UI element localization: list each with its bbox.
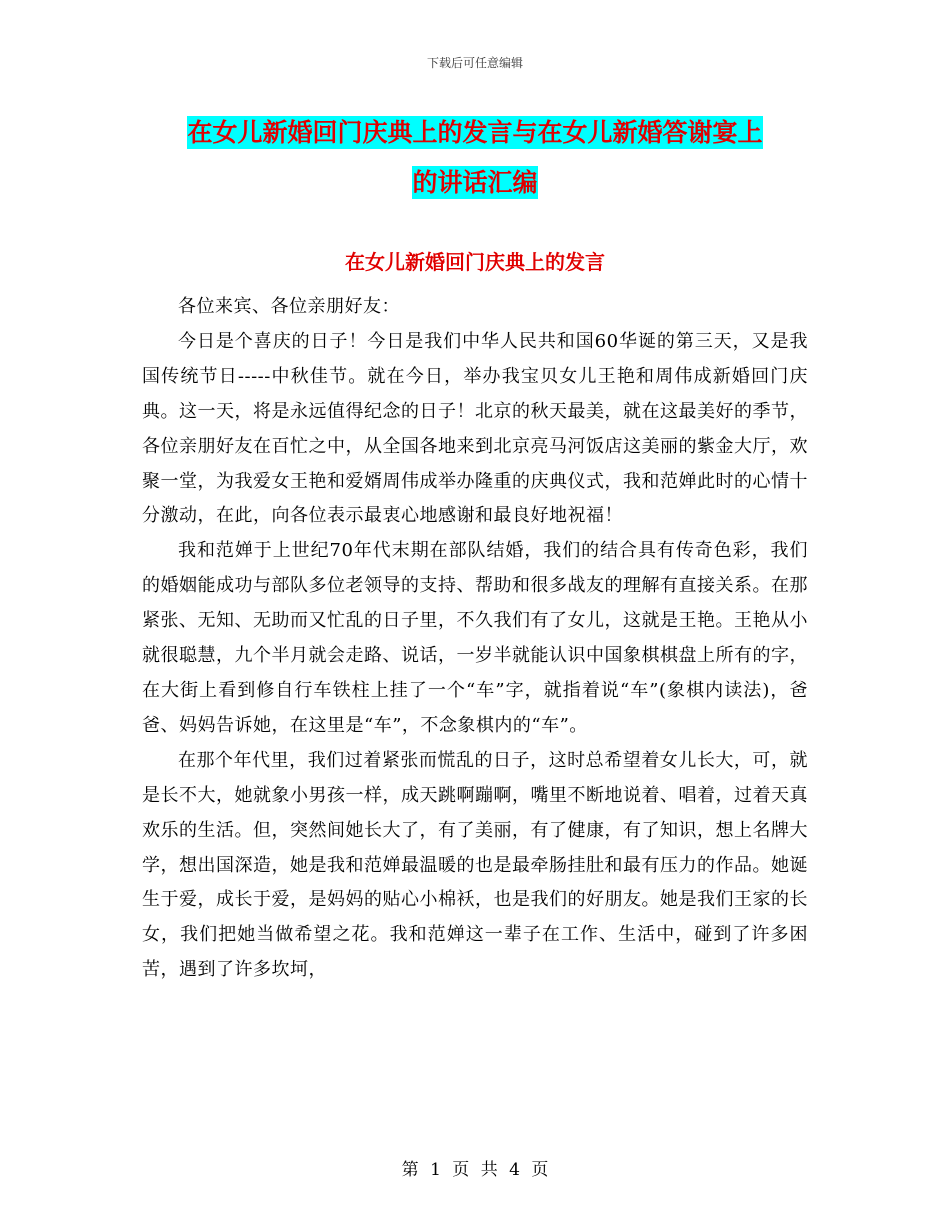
document-body <box>142 290 808 988</box>
section-title: 在女儿新婚回门庆典上的发言 <box>345 250 605 274</box>
header-note: 下载后可任意编辑 <box>426 56 523 70</box>
title-line-2: 的讲话汇编 <box>412 168 538 197</box>
paragraph: 我和范婵于上世纪70年代末期在部队结婚，我们的结合具有传奇色彩，我们的婚姻能成功与部队多位老领导的支持、帮助和很多战友的理解有直接关系。在那紧张、无知、无助而又忙乱的日子里，不久我们有了女儿，这就是王艳。王艳从小就很聪慧，九个半月就会走路、说话，一岁半就能认识中国象棋棋盘上所有的字，在大街上看到修自行车铁柱上挂了一个“车”字，就指着说“车”(象棋内读法)，爸爸、妈妈告诉她，在这里是“车”，不念象棋内的“车”。 <box>142 540 808 736</box>
title-line-1: 在女儿新婚回门庆典上的发言与在女儿新婚答谢宴上 <box>187 118 763 147</box>
paragraph: 今日是个喜庆的日子！今日是我们中华人民共和国60华诞的第三天，又是我国传统节日-----中秋佳节。就在今日，举办我宝贝女儿王艳和周伟成新婚回门庆典。这一天，将是永远值得纪念的日子！北京的秋天最美，就在这最美好的季节，各位亲朋好友在百忙之中，从全国各地来到北京亮马河饭店这美丽的紫金大厅，欢聚一堂，为我爱女王艳和爱婿周伟成举办隆重的庆典仪式，我和范婵此时的心情十分激动，在此，向各位表示最衷心地感谢和最良好地祝福！ <box>142 330 808 527</box>
paragraph: 在那个年代里，我们过着紧张而慌乱的日子，这时总希望着女儿长大，可，就是长不大，她就象小男孩一样，成天跳啊蹦啊，嘴里不断地说着、唱着，过着天真欢乐的生活。但，突然间她长大了，有了美丽，有了健康，有了知识，想上名牌大学，想出国深造，她是我和范婵最温暖的也是最牵肠挂肚和最有压力的作品。她诞生于爱，成长于爱，是妈妈的贴心小棉袄，也是我们的好朋友。她是我们王家的长女，我们把她当做希望之花。我和范婵这一辈子在工作、生活中，碰到了许多困苦，遇到了许多坎坷， <box>142 749 808 981</box>
paragraph-greeting: 各位来宾、各位亲朋好友： <box>178 296 400 317</box>
document-title <box>0 108 950 208</box>
page-footer: 第 1 页 共 4 页 <box>401 1160 549 1180</box>
